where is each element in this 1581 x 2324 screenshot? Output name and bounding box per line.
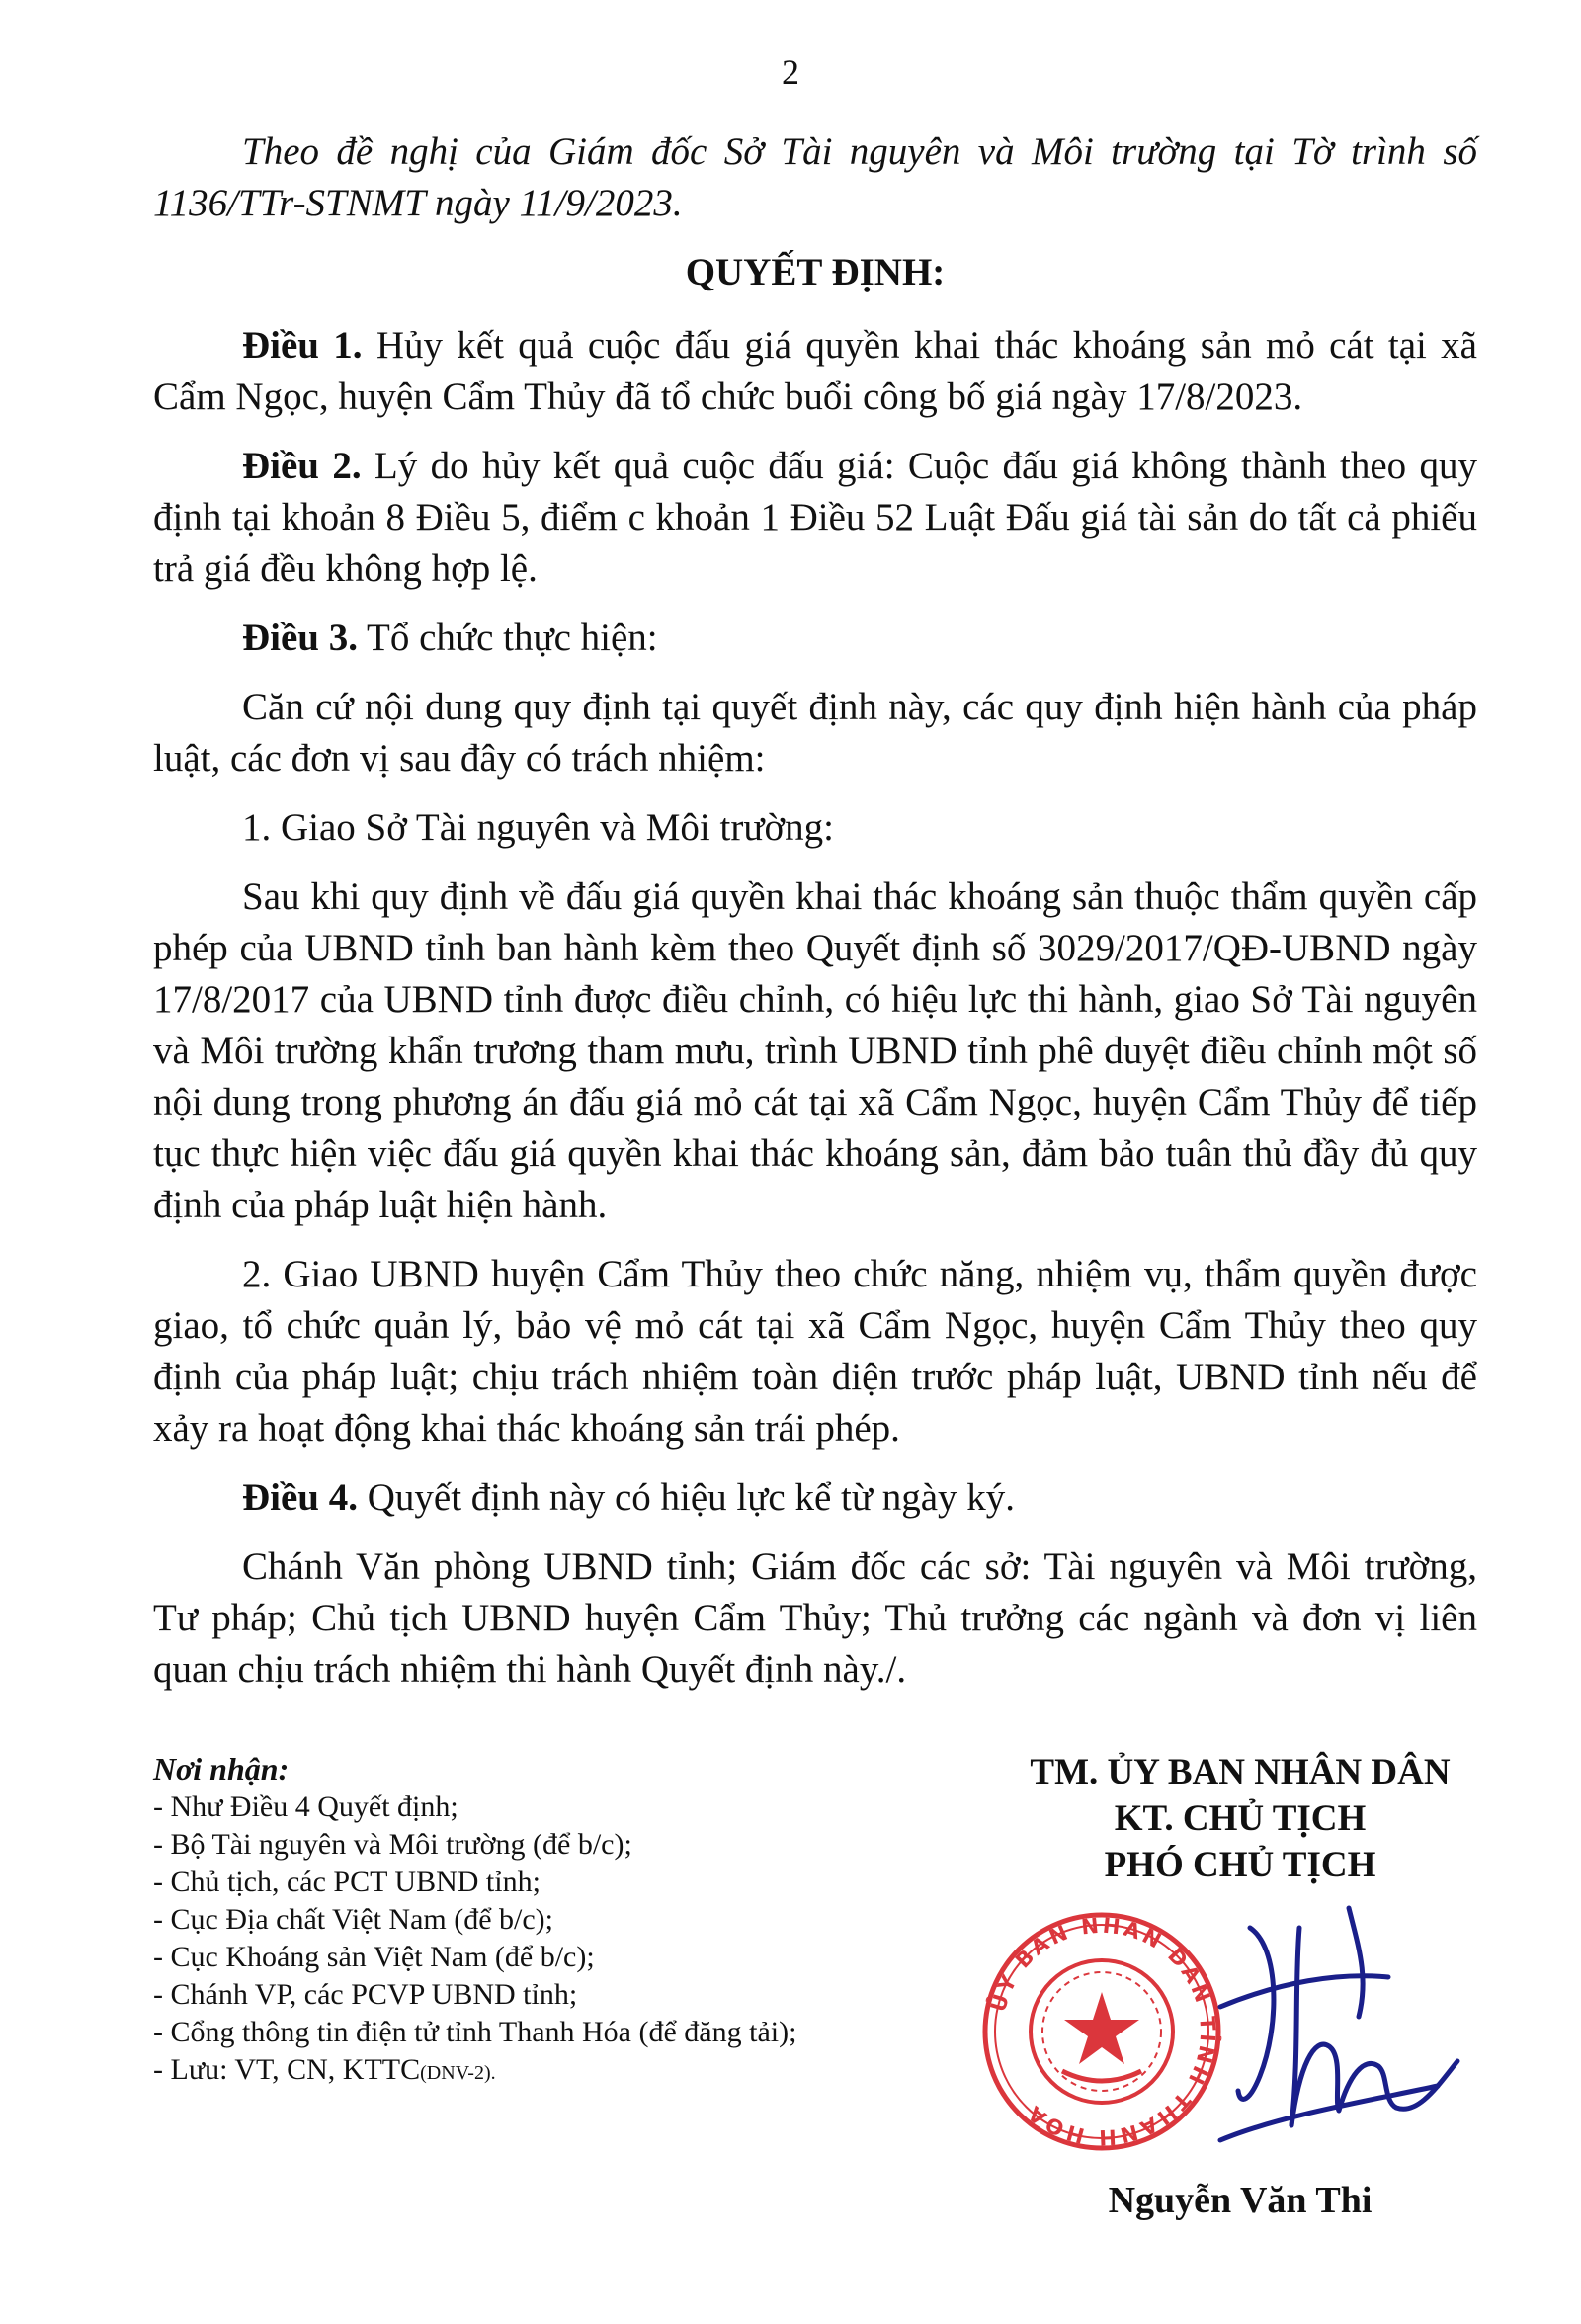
article-2-label: Điều 2. [242,445,362,487]
signature-line-2: KT. CHỦ TỊCH [1114,1798,1367,1839]
page-number: 2 [782,52,799,92]
article-2-text: Lý do hủy kết quả cuộc đấu giá: Cuộc đấu giá không thành theo quy định tại khoản 8 Điều 5, điểm c khoản 1 Điều 52 Luật Đấu giá tài sản do tất cả phiếu trả giá đều không hợp lệ. [153,445,1477,590]
recipient-item: - Như Điều 4 Quyết định; [153,1790,458,1823]
recipient-item: - Chủ tịch, các PCT UBND tỉnh; [153,1866,541,1898]
signature-block [924,1749,1556,2222]
document-body [153,126,1477,1713]
article-4 [153,1472,1477,1524]
archive-code: (DNV-2). [420,2062,496,2084]
archive-text: - Lưu: VT, CN, KTTC [153,2053,421,2086]
article-3-paragraph: Căn cứ nội dung quy định tại quyết định này, các quy định hiện hành của pháp luật, các đơn vị sau đây có trách nhiệm: [153,686,1477,780]
article-3 [153,613,1477,664]
seal-icon [983,1914,1222,2150]
article-3-item-1-title: 1. Giao Sở Tài nguyên và Môi trường: [242,806,834,849]
signer-name: Nguyễn Văn Thi [1108,2180,1373,2221]
article-1 [153,320,1477,423]
recipient-item: - Cục Khoáng sản Việt Nam (để b/c); [153,1941,595,1973]
article-2 [153,441,1477,595]
signature-line-3: PHÓ CHỦ TỊCH [1104,1845,1376,1885]
recipient-item: - Bộ Tài nguyên và Môi trường (để b/c); [153,1828,632,1861]
article-3-text: Tổ chức thực hiện: [358,617,658,659]
official-seal-icon [924,1888,1556,2175]
closing-paragraph: Chánh Văn phòng UBND tỉnh; Giám đốc các sở: Tài nguyên và Môi trường, Tư pháp; Chủ tịch UBND huyện Cẩm Thủy; Thủ trưởng các ngành và đơn vị liên quan chịu trách nhiệm thi hành Quyết định này./. [153,1545,1477,1691]
handwritten-signature-icon [1220,1908,1457,2140]
article-1-text: Hủy kết quả cuộc đấu giá quyền khai thác khoáng sản mỏ cát tại xã Cẩm Ngọc, huyện Cẩm Thủy đã tổ chức buổi công bố giá ngày 17/8/2023. [153,324,1477,418]
article-3-item-2-text: 2. Giao UBND huyện Cẩm Thủy theo chức năng, nhiệm vụ, thẩm quyền được giao, tổ chức quản lý, bảo vệ mỏ cát tại xã Cẩm Ngọc, huyện Cẩm Thủy theo quy định của pháp luật; chịu trách nhiệm toàn diện trước pháp luật, UBND tỉnh nếu để xảy ra hoạt động khai thác khoáng sản trái phép. [153,1253,1477,1450]
recipients-block [153,1749,924,2092]
article-3-label: Điều 3. [242,617,358,659]
article-1-label: Điều 1. [242,324,363,367]
intro-paragraph: Theo đề nghị của Giám đốc Sở Tài nguyên và Môi trường tại Tờ trình số 1136/TTr-STNMT ngày 11/9/2023. [153,130,1477,224]
article-4-label: Điều 4. [242,1476,358,1519]
decision-heading: QUYẾT ĐỊNH: [685,251,946,293]
recipient-item-archive [153,2051,924,2092]
article-3-item-1-text: Sau khi quy định về đấu giá quyền khai thác khoáng sản thuộc thẩm quyền cấp phép của UBND tỉnh ban hành kèm theo Quyết định số 3029/2017/QĐ-UBND ngày 17/8/2017 của UBND tỉnh được điều chỉnh, có hiệu lực thi hành, giao Sở Tài nguyên và Môi trường khẩn trương tham mưu, trình UBND tỉnh phê duyệt điều chỉnh một số nội dung trong phương án đấu giá mỏ cát tại xã Cẩm Ngọc, huyện Cẩm Thủy để tiếp tục thực hiện việc đấu giá quyền khai thác khoáng sản, đảm bảo tuân thủ đầy đủ quy định của pháp luật hiện hành. [153,875,1477,1226]
recipient-item: - Chánh VP, các PCVP UBND tỉnh; [153,1978,578,2011]
recipient-item: - Cục Địa chất Việt Nam (để b/c); [153,1903,553,1936]
signature-line-1: TM. ỦY BAN NHÂN DÂN [1030,1752,1451,1792]
seal-text: ỦY BAN NHÂN DÂN TỈNH THANH HÓA [986,1913,1220,2150]
recipient-item: - Cổng thông tin điện tử tỉnh Thanh Hóa (để đăng tải); [153,2016,797,2048]
seal-and-signature [924,1888,1556,2175]
recipients-title: Nơi nhận: [153,1751,290,1786]
article-4-text: Quyết định này có hiệu lực kể từ ngày ký. [358,1476,1016,1519]
